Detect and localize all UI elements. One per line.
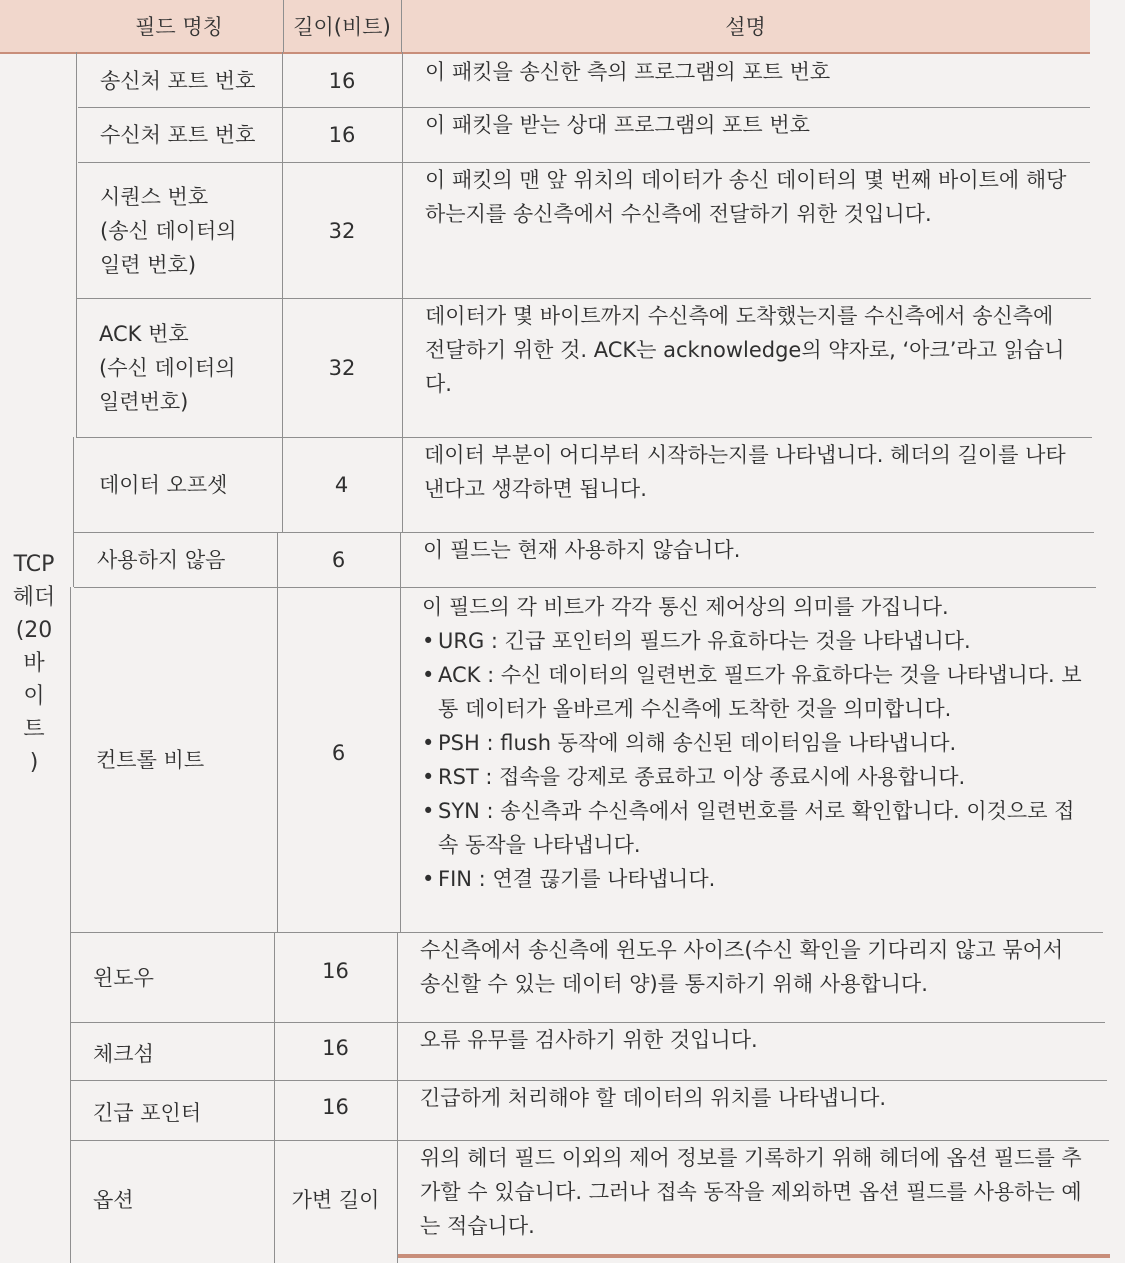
field-length: 32 <box>328 356 356 380</box>
side-label-line: 트 <box>23 717 45 742</box>
field-description: 긴급하게 처리해야 할 데이터의 위치를 나타냅니다. <box>420 1086 887 1110</box>
field-name: 윈도우 <box>93 965 154 990</box>
field-length: 32 <box>328 218 356 243</box>
field-length: 4 <box>334 473 349 497</box>
control-bit-item: • FIN : 연결 끊기를 나타냅니다. <box>422 862 1082 896</box>
field-description: 이 패킷의 맨 앞 위치의 데이터가 송신 데이터의 몇 번째 바이트에 해당하는지를 송신측에서 수신측에 전달하기 위한 것입니다. <box>425 168 1067 226</box>
field-name: 데이터 오프셋 <box>99 473 228 497</box>
field-description: 위의 헤더 필드 이외의 제어 정보를 기록하기 위해 헤더에 옵션 필드를 추가할 수 있습니다. 그러나 접속 동작을 제외하면 옵션 필드를 사용하는 예는 적습니다. <box>420 1146 1082 1238</box>
control-bit-item: • PSH : flush 동작에 의해 송신된 데이터임을 나타냅니다. <box>422 726 1082 760</box>
control-bit-item: • ACK : 수신 데이터의 일련번호 필드가 유효하다는 것을 나타냅니다. 보통 데이터가 올바르게 수신측에 도착한 것을 의미합니다. <box>422 658 1082 726</box>
field-name: 컨트롤 비트 <box>96 748 205 772</box>
field-length: 16 <box>322 1036 349 1060</box>
field-description: 수신측에서 송신측에 윈도우 사이즈(수신 확인을 기다리지 않고 묶어서 송신할 수 있는 데이터 양)를 통지하기 위해 사용합니다. <box>420 938 1064 996</box>
grid-line <box>397 932 398 1263</box>
side-label-line: 이 <box>23 684 45 709</box>
header-field-name: 필드 명칭 <box>135 15 223 39</box>
field-name: ACK 번호 (수신 데이터의 일련번호) <box>99 322 236 414</box>
side-label-line: 헤더 <box>12 585 56 610</box>
field-name: 수신처 포트 번호 <box>100 123 256 147</box>
grid-line <box>76 52 77 437</box>
field-name: 시퀀스 번호 (송신 데이터의 일련 번호) <box>100 184 237 277</box>
field-name: 옵션 <box>93 1188 134 1212</box>
side-label-line: (20 <box>15 618 53 643</box>
field-description: 이 필드의 각 비트가 각각 통신 제어상의 의미를 가집니다. <box>422 595 949 619</box>
grid-line <box>402 52 403 532</box>
field-description: 데이터가 몇 바이트까지 수신측에 도착했는지를 수신측에서 송신측에 전달하기 위한 것. ACK는 acknowledge의 약자로, ‘아크’라고 읽습니다. <box>425 304 1065 396</box>
field-name: 체크섬 <box>93 1042 154 1066</box>
grid-line <box>73 437 74 587</box>
field-description: 이 패킷을 받는 상대 프로그램의 포트 번호 <box>425 113 810 137</box>
control-bit-item: • RST : 접속을 강제로 종료하고 이상 종료시에 사용합니다. <box>422 760 1082 794</box>
field-description: 데이터 부분이 어디부터 시작하는지를 나타냅니다. 헤더의 길이를 나타낸다고 생각하면 됩니다. <box>424 443 1066 501</box>
field-name: 송신처 포트 번호 <box>100 69 256 93</box>
control-bits-description <box>422 590 1082 930</box>
field-description: 이 패킷을 송신한 측의 프로그램의 포트 번호 <box>425 60 831 84</box>
field-length: 가변 길이 <box>291 1188 380 1212</box>
field-length: 16 <box>322 959 349 983</box>
side-label-line: TCP <box>13 552 55 577</box>
table-bottom-rule <box>398 1254 1110 1258</box>
field-length: 16 <box>328 69 356 93</box>
field-description: 오류 유무를 검사하기 위한 것입니다. <box>420 1028 758 1052</box>
side-label-line: ) <box>29 750 39 775</box>
field-length: 16 <box>322 1095 349 1119</box>
control-bit-item: • SYN : 송신측과 수신측에서 일련번호를 서로 확인합니다. 이것으로 접속 동작을 나타냅니다. <box>422 794 1082 862</box>
field-description: 이 필드는 현재 사용하지 않습니다. <box>423 538 741 562</box>
table-header <box>0 0 1090 54</box>
field-length: 6 <box>331 741 346 765</box>
field-name: 사용하지 않음 <box>97 548 226 572</box>
grid-line <box>400 532 401 932</box>
grid-line <box>70 587 71 1263</box>
side-label-line: 바 <box>23 651 45 676</box>
field-length: 6 <box>331 548 346 572</box>
control-bits-list <box>422 624 1082 896</box>
header-length: 길이(비트) <box>293 15 391 39</box>
control-bit-item: • URG : 긴급 포인터의 필드가 유효하다는 것을 나타냅니다. <box>422 624 1082 658</box>
tcp-header-side-label <box>6 548 62 779</box>
field-length: 16 <box>328 123 356 147</box>
header-description: 설명 <box>725 15 766 39</box>
field-name: 긴급 포인터 <box>93 1100 202 1125</box>
